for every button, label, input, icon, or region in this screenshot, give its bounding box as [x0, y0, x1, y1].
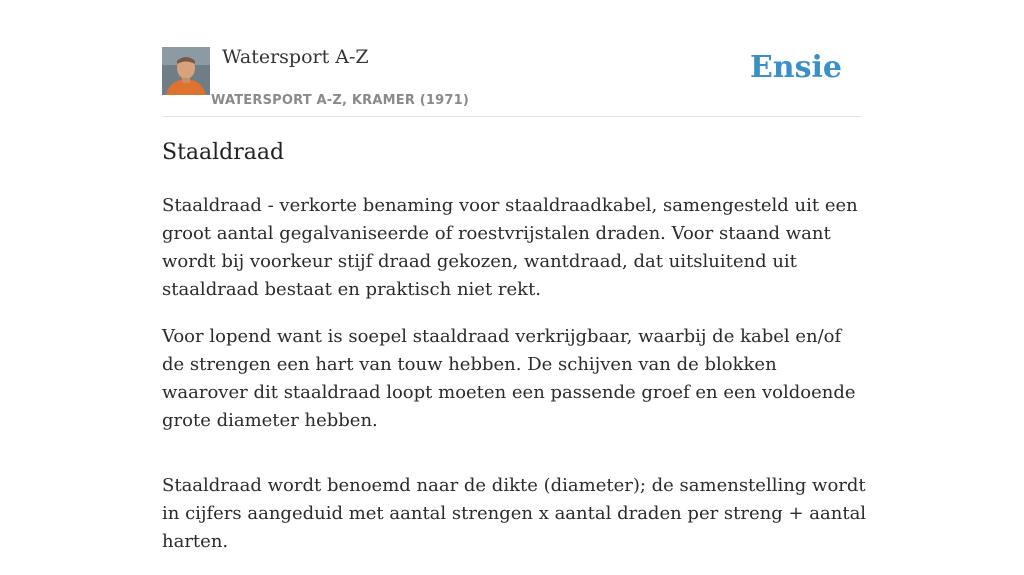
- author-photo-icon: [162, 47, 210, 95]
- source-label[interactable]: WATERSPORT A-Z, KRAMER (1971): [211, 93, 470, 108]
- article-title: Staaldraad: [162, 140, 285, 165]
- article-body: [162, 192, 867, 575]
- paragraph: Staaldraad wordt benoemd naar de dikte (diameter); de samenstelling wordt in cijfers aangeduid met aantal strengen x aantal draden per streng + aantal harten.: [162, 475, 867, 552]
- paragraph: Voor lopend want is soepel staaldraad verkrijgbaar, waarbij de kabel en/of de strengen een hart van touw hebben. De schijven van de blokken waarover dit staaldraad loopt moeten een passende groef en een voldoende grote diameter hebben.: [162, 326, 856, 431]
- article-header: [162, 46, 862, 117]
- author-name[interactable]: Watersport A-Z: [222, 46, 369, 68]
- paragraph: Staaldraad - verkorte benaming voor staaldraadkabel, samengesteld uit een groot aantal gegalvaniseerde of roestvrijstalen draden. Voor staand want wordt bij voorkeur stijf draad gekozen, wantdraad, dat uitsluitend uit staaldraad bestaat en praktisch niet rekt.: [162, 195, 858, 300]
- ensie-logo[interactable]: Ensie: [749, 50, 842, 85]
- avatar[interactable]: [162, 47, 210, 95]
